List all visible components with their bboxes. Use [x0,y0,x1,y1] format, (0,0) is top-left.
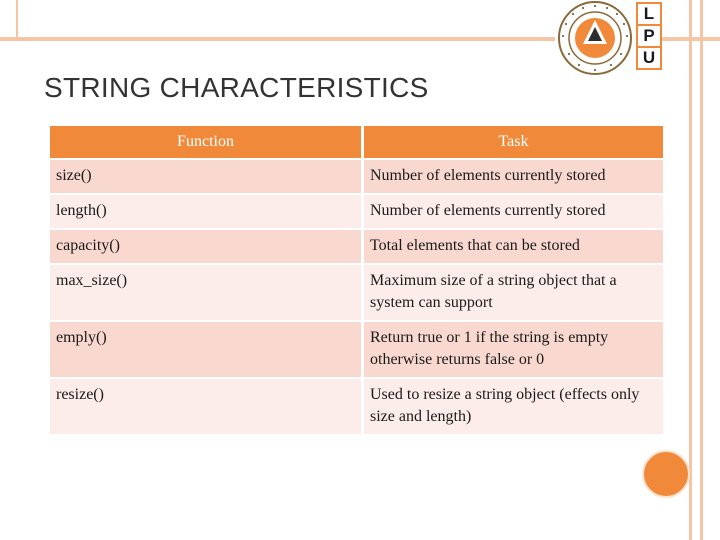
function-cell: resize() [50,379,361,434]
header-task: Task [364,126,663,158]
decorative-circle [642,450,690,498]
university-seal-logo [557,0,633,76]
task-cell: Total elements that can be stored [364,230,663,263]
frame-line-right-1 [689,0,692,540]
frame-line-right-2 [700,0,703,540]
slide-title: STRING CHARACTERISTICS [44,72,429,103]
logo-letter-l: L [636,2,662,26]
task-cell: Maximum size of a string object that a system can support [364,265,663,320]
logo-letter-p: P [636,24,662,48]
function-cell: emply() [50,322,361,377]
string-functions-table [47,124,666,436]
header-function: Function [50,126,361,158]
task-cell: Number of elements currently stored [364,195,663,228]
frame-line-top [0,37,555,41]
function-cell: size() [50,160,361,193]
logo-letter-u: U [636,46,662,70]
table-row [50,265,663,320]
function-cell: max_size() [50,265,361,320]
task-cell: Used to resize a string object (effects only size and length) [364,379,663,434]
table-row [50,322,663,377]
function-cell: length() [50,195,361,228]
task-cell: Return true or 1 if the string is empty otherwise returns false or 0 [364,322,663,377]
table-header-row [50,126,663,158]
task-cell: Number of elements currently stored [364,160,663,193]
table-row [50,160,663,193]
function-cell: capacity() [50,230,361,263]
table-row [50,379,663,434]
table-row [50,230,663,263]
table-row [50,195,663,228]
frame-line-left [16,0,18,37]
